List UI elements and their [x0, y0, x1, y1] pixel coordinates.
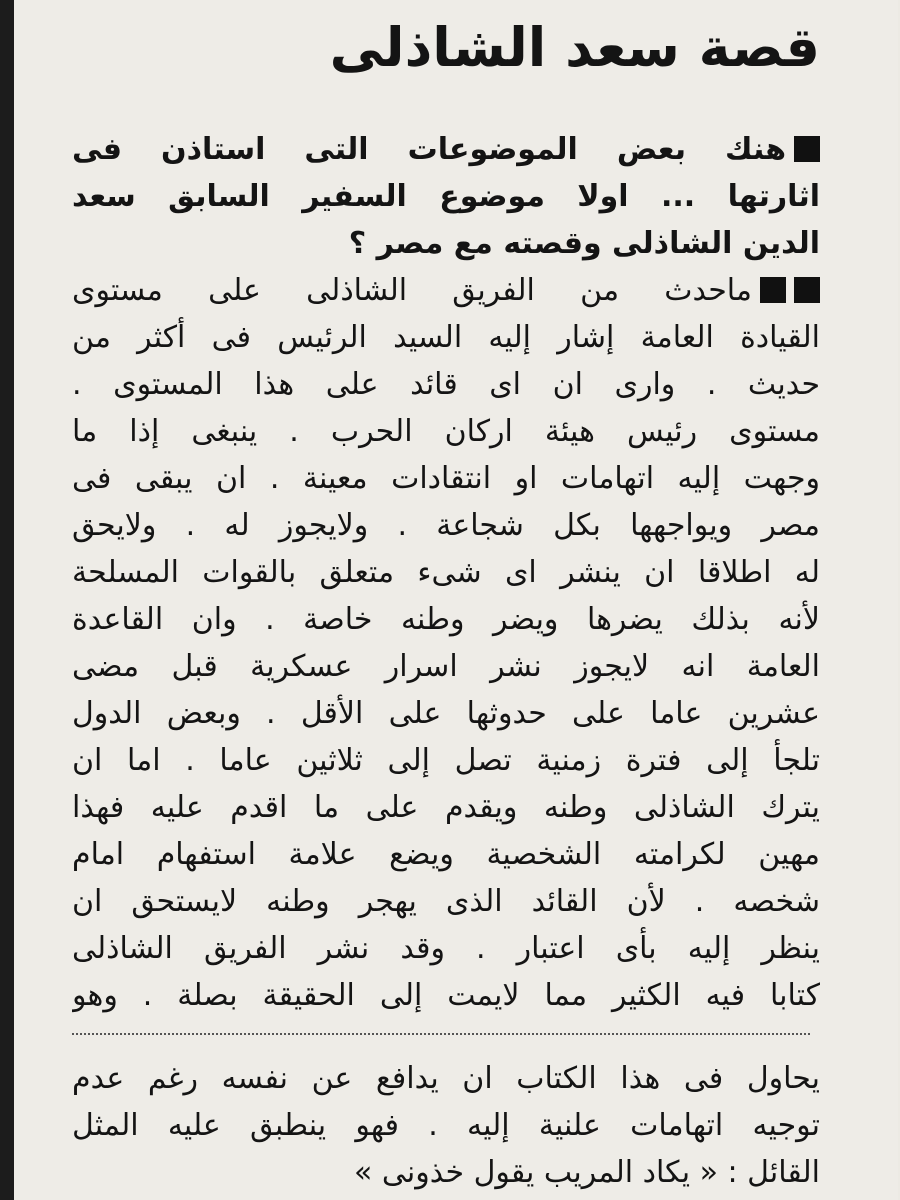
answer-line: كتابا فيه الكثير مما لايمت إلى الحقيقة بصلة . وهو [72, 978, 820, 1013]
page-edge-shadow [0, 0, 14, 1200]
answer-line: شخصه . لأن القائد الذى يهجر وطنه لايستحق ان [72, 884, 820, 919]
answer-line: القيادة العامة إشار إليه السيد الرئيس فى أكثر من [72, 320, 820, 355]
answer-line-1: ماحدث من الفريق الشاذلى على مستوى [72, 267, 820, 314]
article [72, 0, 820, 1196]
answer-line: وجهت إليه اتهامات او انتقادات معينة . ان يبقى فى [72, 461, 820, 496]
continuation-line: توجيه اتهامات علنية إليه . فهو ينطبق عليه المثل [72, 1108, 820, 1143]
question-paragraph [72, 126, 820, 267]
answer-line: يترك الشاذلى وطنه ويقدم على ما اقدم عليه فهذا [72, 790, 820, 825]
question-line-2: اثارتها ... اولا موضوع السفير السابق سعد [72, 179, 820, 214]
square-bullet-icon [760, 277, 786, 303]
answer-paragraph [72, 267, 820, 1019]
question-line-1: هنك بعض الموضوعات التى استاذن فى [72, 126, 820, 173]
headline: قصة سعد الشاذلى [329, 16, 820, 79]
question-line-3: الدين الشاذلى وقصته مع مصر ؟ [348, 226, 820, 261]
answer-line: لأنه بذلك يضرها ويضر وطنه خاصة . وان القاعدة [72, 602, 820, 637]
newspaper-clipping [14, 0, 898, 1200]
answer-line: مهين لكرامته الشخصية ويضع علامة استفهام امام [72, 837, 820, 872]
square-bullet-icon [794, 136, 820, 162]
answer-line: تلجأ إلى فترة زمنية تصل إلى ثلاثين عاما . اما ان [72, 743, 820, 778]
square-bullet-icon [794, 277, 820, 303]
answer-line: عشرين عاما على حدوثها على الأقل . وبعض الدول [72, 696, 820, 731]
answer-line: حديث . وارى ان اى قائد على هذا المستوى . [72, 367, 820, 402]
answer-line: العامة انه لايجوز نشر اسرار عسكرية قبل مضى [72, 649, 820, 684]
answer-line: مستوى رئيس هيئة اركان الحرب . ينبغى إذا ما [72, 414, 820, 449]
continuation-line: القائل : « يكاد المريب يقول خذونى » [354, 1155, 820, 1190]
answer-line: له اطلاقا ان ينشر اى شىء متعلق بالقوات المسلحة [72, 555, 820, 590]
continuation-line: يحاول فى هذا الكتاب ان يدافع عن نفسه رغم عدم [72, 1061, 820, 1096]
column-break-divider [72, 1033, 810, 1035]
answer-line: ينظر إليه بأى اعتبار . وقد نشر الفريق الشاذلى [72, 931, 820, 966]
continuation-paragraph [72, 1055, 820, 1196]
answer-line: مصر ويواجهها بكل شجاعة . ولايجوز له . ولايحق [72, 508, 820, 543]
